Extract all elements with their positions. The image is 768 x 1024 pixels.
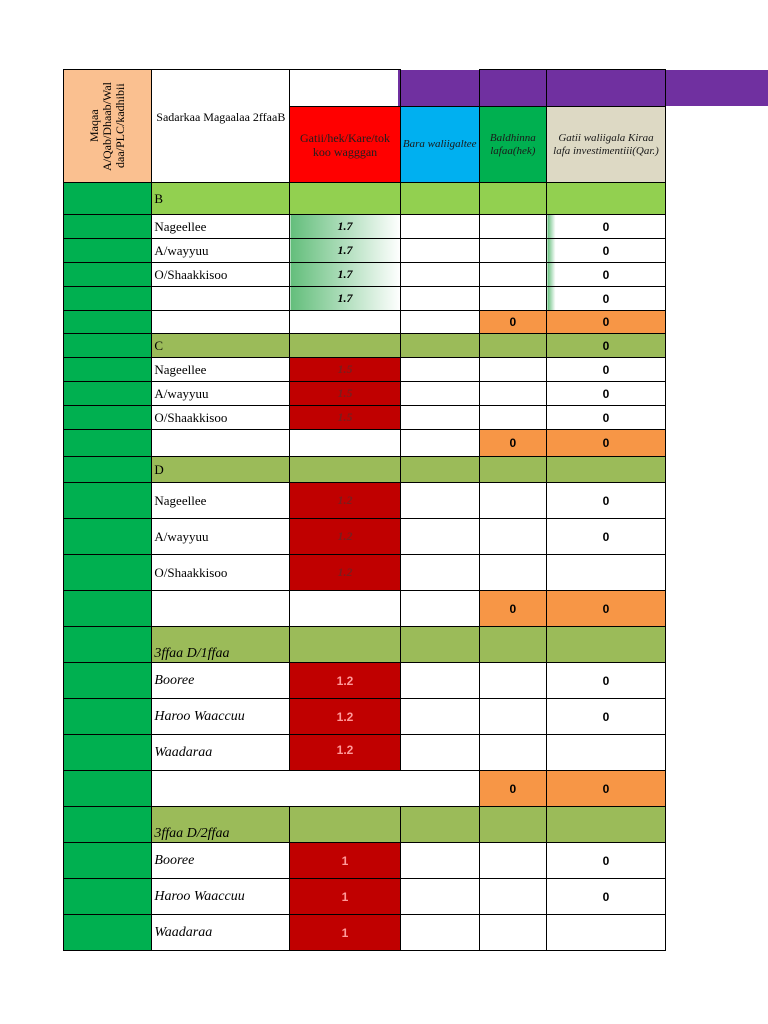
table-row [64,519,666,555]
header-blank [290,70,401,107]
header-blank [479,70,546,107]
place-name: Nageellee [152,215,290,239]
header-location [64,70,152,183]
section-row [64,457,666,483]
subtotal-row [64,430,666,457]
price-value: 1.5 [290,406,401,430]
place-name: Waadaraa [152,735,290,771]
price-value: 1.7 [290,287,401,311]
price-value: 1.2 [290,735,401,771]
place-name: O/Shaakkisoo [152,406,290,430]
subtotal-land: 0 [479,591,546,627]
subtotal-value: 0 [547,771,666,807]
subtotal-land: 0 [479,430,546,457]
table-row [64,239,666,263]
table-row [64,699,666,735]
header-total-lease-value: Gatii waliigala Kiraa lafa investimentiii(Qar.) [547,107,666,183]
price-value: 1.2 [290,663,401,699]
table-row [64,735,666,771]
section-label: 3ffaa D/1ffaa [152,627,290,663]
place-name: Haroo Waaccuu [152,879,290,915]
place-name: A/wayyuu [152,382,290,406]
place-name: O/Shaakkisoo [152,263,290,287]
total-value: 0 [547,483,666,519]
section-label: 3ffaa D/2ffaa [152,807,290,843]
price-value: 1 [290,879,401,915]
price-value: 1.7 [290,239,401,263]
place-name: Haroo Waaccuu [152,699,290,735]
table-row [64,406,666,430]
total-value: 0 [547,358,666,382]
price-value: 1.7 [290,263,401,287]
subtotal-land: 0 [479,771,546,807]
total-value: 0 [547,663,666,699]
table-row [64,263,666,287]
total-value: 0 [547,215,666,239]
price-value: 1 [290,915,401,951]
place-name: Booree [152,663,290,699]
table-row [64,879,666,915]
total-value: 0 [547,287,666,311]
table-row [64,382,666,406]
subtotal-row [64,771,666,807]
place-name: Nageellee [152,358,290,382]
place-name: O/Shaakkisoo [152,555,290,591]
price-value: 1.7 [290,215,401,239]
header-city-level: Sadarkaa Magaalaa 2ffaaB [152,70,290,183]
subtotal-value: 0 [547,311,666,334]
header-blank [400,70,479,107]
price-value: 1.2 [290,519,401,555]
header-row-top [64,70,666,107]
subtotal-row [64,311,666,334]
table-row [64,358,666,382]
price-value: 1.2 [290,555,401,591]
total-value: 0 [547,406,666,430]
total-value: 0 [547,879,666,915]
header-land-size: Baldhinna lafaa(hek) [479,107,546,183]
total-value: 0 [547,382,666,406]
table-row [64,483,666,519]
place-name: Nageellee [152,483,290,519]
table-row [64,555,666,591]
table-row [64,843,666,879]
total-value: 0 [547,699,666,735]
price-value: 1.2 [290,483,401,519]
header-blank [547,70,666,107]
place-name: A/wayyuu [152,239,290,263]
header-location-label: Maqaa A/Qab/Dhaab/Wal daa/PLC/kadhibii [87,81,128,171]
table-row [64,663,666,699]
total-value: 0 [547,519,666,555]
section-label: D [152,457,290,483]
land-lease-table [63,69,666,951]
header-price-per-hectare: Gatii/hek/Kare/tok koo wagggan [290,107,401,183]
subtotal-value: 0 [547,430,666,457]
table-row [64,287,666,311]
total-value: 0 [547,334,666,358]
subtotal-value: 0 [547,591,666,627]
place-name: A/wayyuu [152,519,290,555]
total-value: 0 [547,239,666,263]
subtotal-land: 0 [479,311,546,334]
header-contract-years: Bara waliigaltee [400,107,479,183]
place-name: Booree [152,843,290,879]
price-value: 1 [290,843,401,879]
total-value: 0 [547,263,666,287]
section-row [64,183,666,215]
price-value: 1.5 [290,382,401,406]
section-label: B [152,183,290,215]
table-row [64,915,666,951]
place-name: Waadaraa [152,915,290,951]
section-row [64,807,666,843]
table-row [64,215,666,239]
total-value: 0 [547,843,666,879]
section-label: C [152,334,290,358]
section-row [64,627,666,663]
subtotal-row [64,591,666,627]
price-value: 1.2 [290,699,401,735]
section-row [64,334,666,358]
price-value: 1.5 [290,358,401,382]
